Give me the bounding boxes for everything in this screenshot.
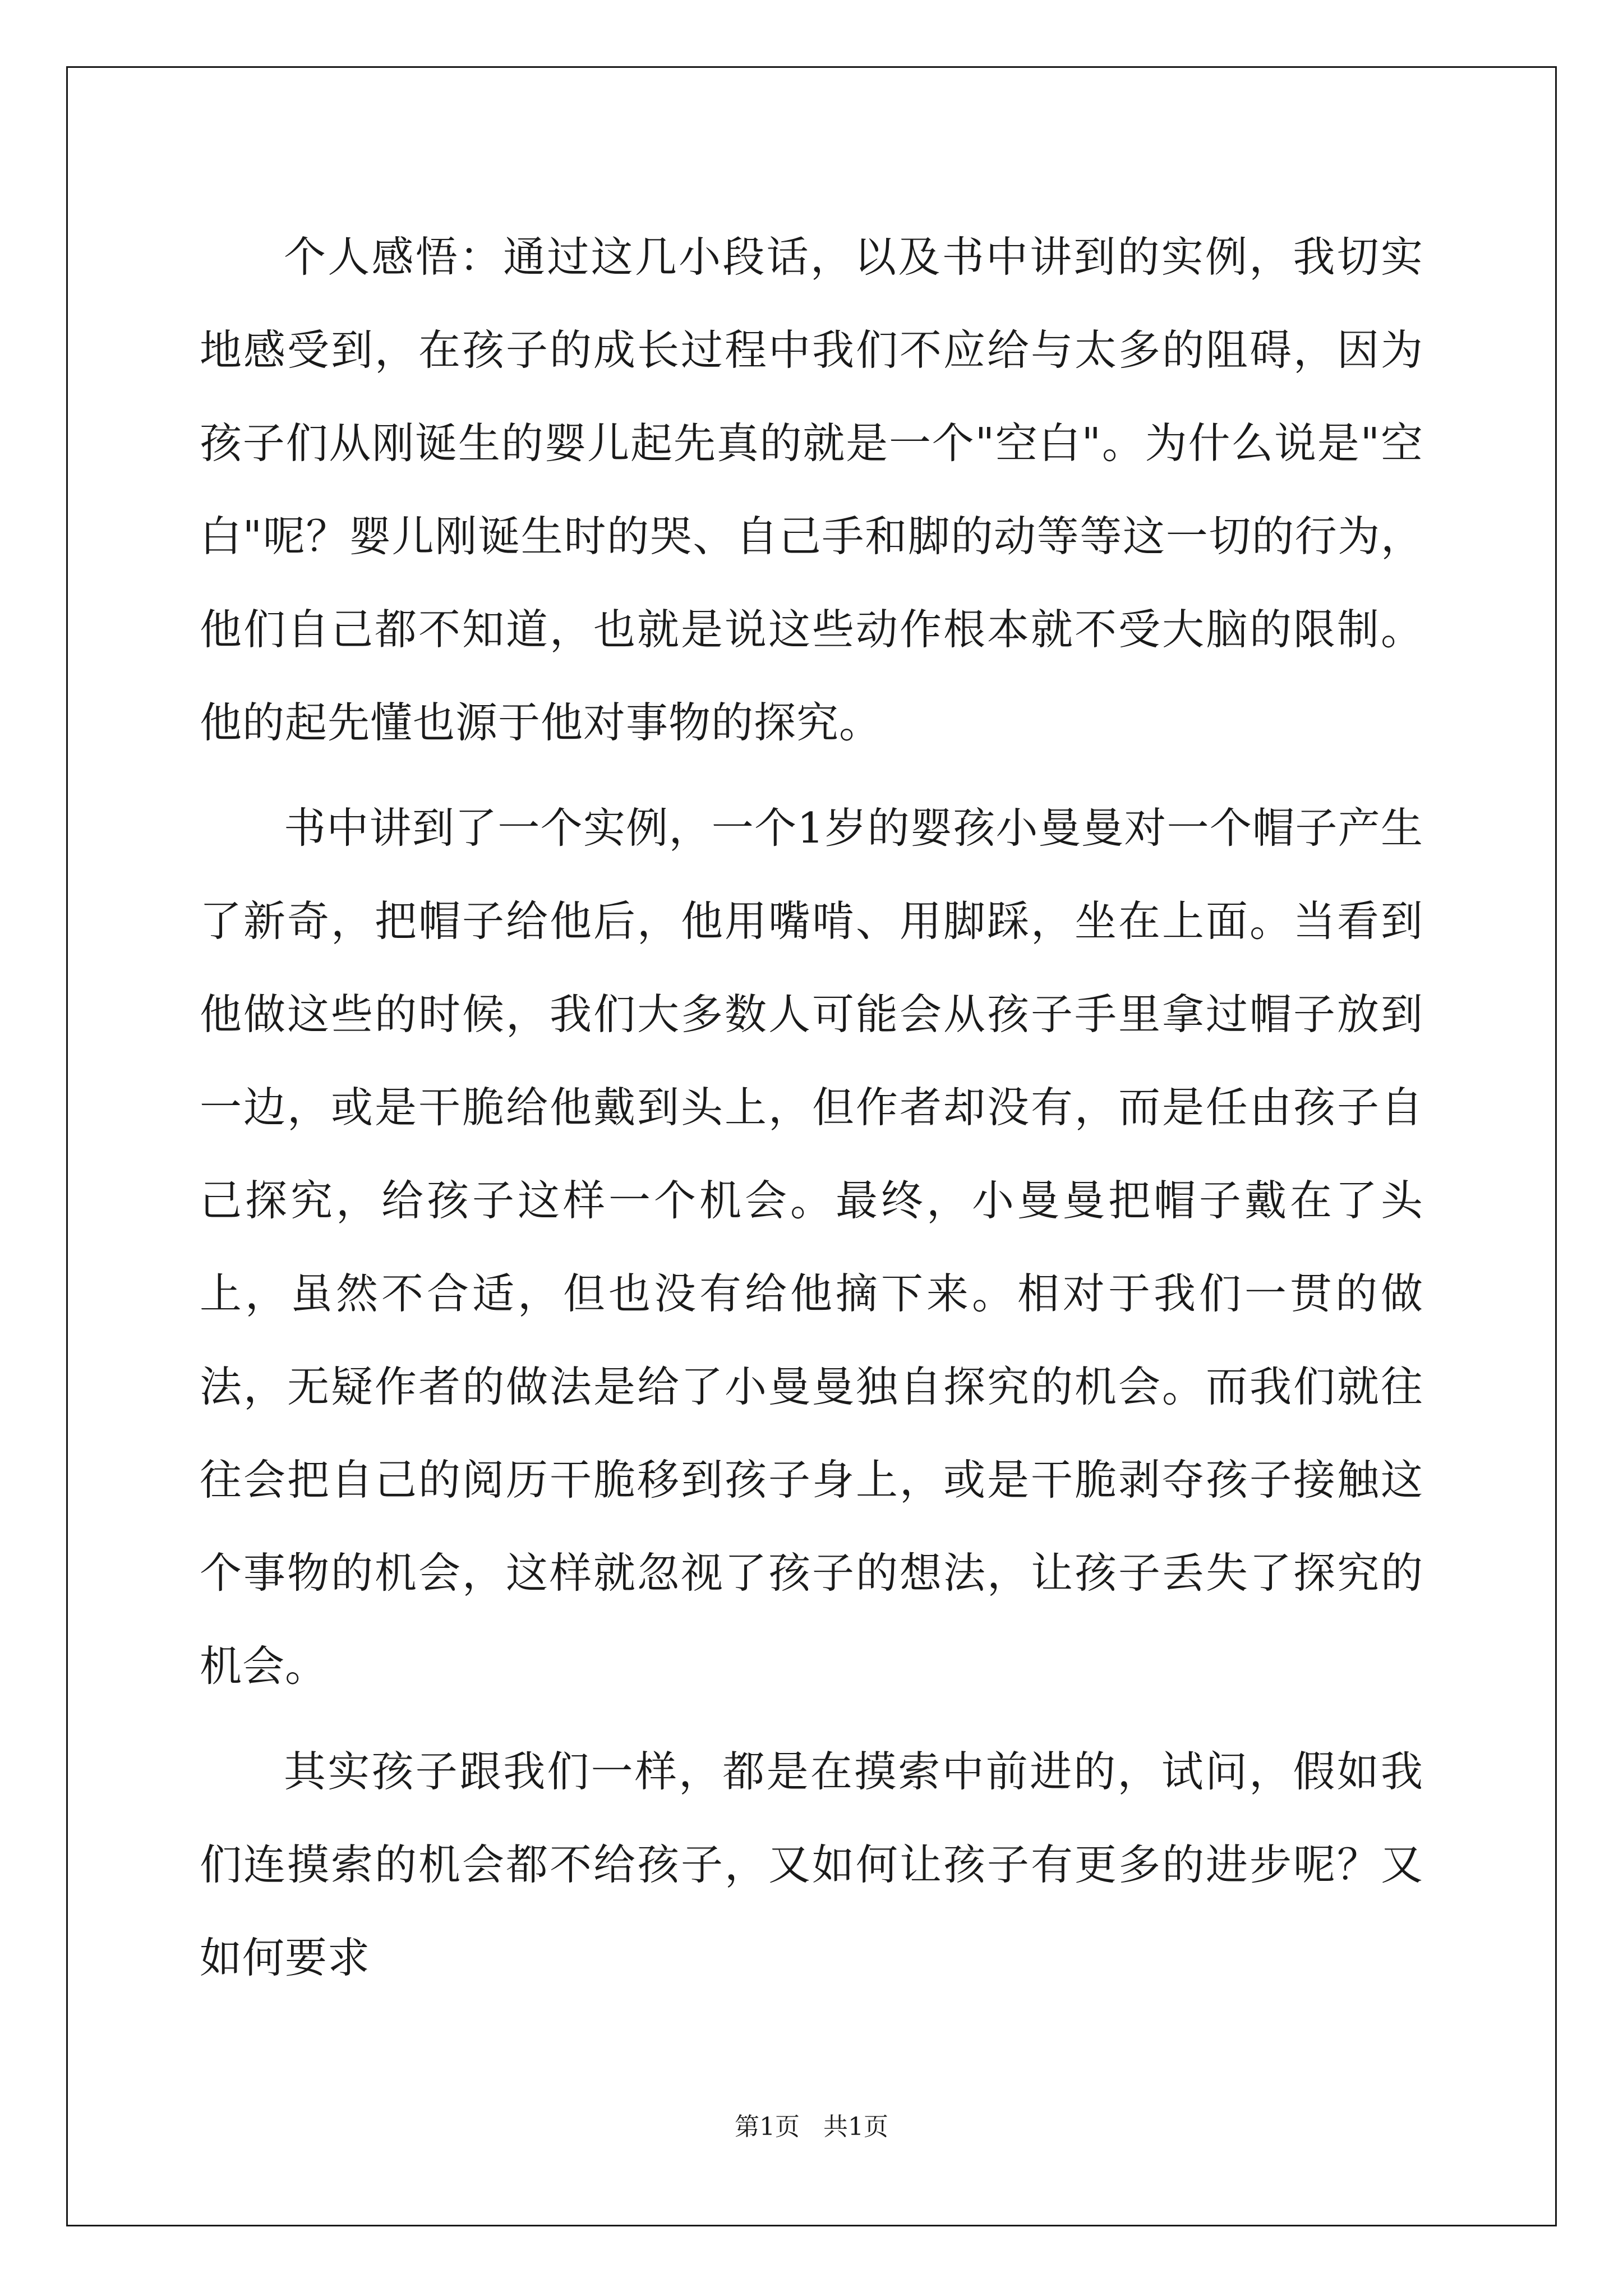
page-footer: 第1页 共1页: [735, 2113, 888, 2141]
paragraph-2: 书中讲到了一个实例，一个1岁的婴孩小曼曼对一个帽子产生了新奇，把帽子给他后，他用嘴啃、用脚踩，坐在上面。当看到他做这些的时候，我们大多数人可能会从孩子手里拿过帽子放到一边，或是干脆给他戴到头上，但作者却没有，而是任由孩子自己探究，给孩子这样一个机会。最终，小曼曼把帽子戴在了头上，虽然不合适，但也没有给他摘下来。相对于我们一贯的做法，无疑作者的做法是给了小曼曼独自探究的机会。而我们就往往会把自己的阅历干脆移到孩子身上，或是干脆剥夺孩子接触这个事物的机会，这样就忽视了孩子的想法，让孩子丢失了探究的机会。: [200, 803, 1423, 1691]
paragraph-1: 个人感悟：通过这几小段话，以及书中讲到的实例，我切实地感受到，在孩子的成长过程中我们不应给与太多的阻碍，因为孩子们从刚诞生的婴儿起先真的就是一个"空白"。为什么说是"空白"呢？婴儿刚诞生时的哭、自己手和脚的动等等这一切的行为，他们自己都不知道，也就是说这些动作根本就不受大脑的限制。他的起先懂也源于他对事物的探究。: [200, 232, 1423, 747]
document-body: [200, 210, 1423, 2017]
paragraph-3: 其实孩子跟我们一样，都是在摸索中前进的，试问，假如我们连摸索的机会都不给孩子，又如何让孩子有更多的进步呢？又如何要求: [200, 1747, 1423, 1982]
